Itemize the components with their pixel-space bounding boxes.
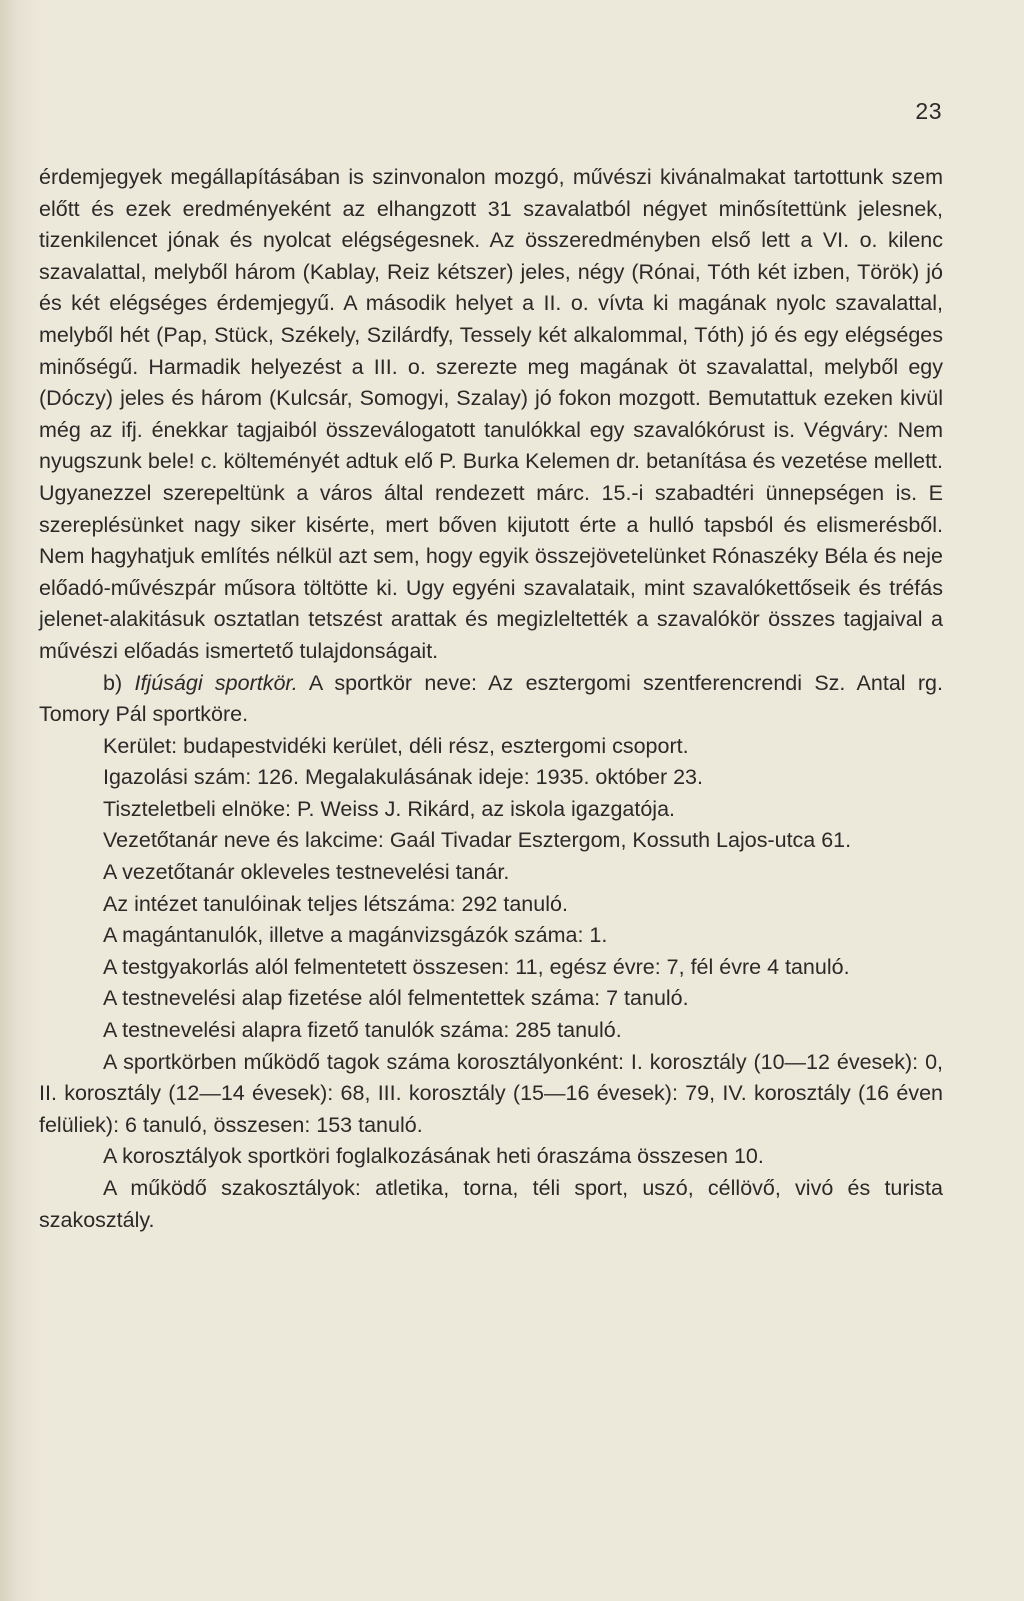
section-prefix: b)	[103, 670, 123, 695]
section-text: A sportkör neve: Az esztergomi szentferencrendi Sz. Antal rg. Tomory Pál sportköre.	[39, 670, 943, 727]
line-sections: A működő szakosztályok: atletika, torna, téli sport, uszó, céllövő, vivó és turista szakosztály.	[39, 1176, 943, 1232]
section-title: Ifjúsági sportkör.	[134, 670, 298, 695]
page-number: 23	[915, 98, 942, 124]
line-leader-teacher: Vezetőtanár neve és lakcime: Gaál Tivadar Esztergom, Kossuth Lajos-utca 61.	[103, 828, 852, 853]
line-fee-paying: A testnevelési alapra fizető tanulók száma: 285 tanuló.	[103, 1018, 622, 1043]
body-text	[39, 162, 943, 1236]
line-honorary-president: Tiszteletbeli elnöke: P. Weiss J. Rikárd, az iskola igazgatója.	[103, 796, 676, 821]
line-private-students: A magántanulók, illetve a magánvizsgázók száma: 1.	[103, 923, 608, 948]
line-total-students: Az intézet tanulóinak teljes létszáma: 292 tanuló.	[103, 891, 568, 916]
line-registration: Igazolási szám: 126. Megalakulásának ideje: 1935. október 23.	[103, 765, 703, 790]
line-weekly-hours: A korosztályok sportköri foglalkozásának heti óraszáma összesen 10.	[103, 1144, 764, 1169]
line-age-groups: A sportkörben működő tagok száma korosztályonként: I. korosztály (10—12 évesek): 0, II. korosztály (12—14 évesek): 68, III. korosztály (15—16 évesek): 79, IV. korosztály (16 éven felüliek): 6 tanuló, összesen: 153 tanuló.	[39, 1049, 943, 1137]
sport-club-heading	[39, 668, 943, 731]
line-fee-exempted: A testnevelési alap fizetése alól felmentettek száma: 7 tanuló.	[103, 986, 689, 1011]
line-exempted: A testgyakorlás alól felmentetett összesen: 11, egész évre: 7, fél évre 4 tanuló.	[103, 954, 850, 979]
paragraph-declamation: érdemjegyek megállapításában is szinvonalon mozgó, művészi kivánalmakat tartottunk szem előtt és ezek eredményeként az elhangzott 31 szavalatból négyet minősítettünk jelesnek, tizenkilencet jónak és nyolcat elégségesnek. Az összeredményben első lett a VI. o. kilenc szavalattal, melyből három (Kablay, Reiz kétszer) jeles, négy (Rónai, Tóth két izben, Török) jó és két elégséges érdemjegyű. A második helyet a II. o. vívta ki magának nyolc szavalattal, melyből hét (Pap, Stück, Székely, Szilárdfy, Tessely két alkalommal, Tóth) jó és egy elégséges minőségű. Harmadik helyezést a III. o. szerezte meg magának öt szavalattal, melyből egy (Dóczy) jeles és három (Kulcsár, Somogyi, Szalay) jó fokon mozgott. Bemutattuk ezeken kivül még az ifj. énekkar tagjaiból összeválogatott tanulókkal egy szavalókórust is. Végváry: Nem nyugszunk bele! c. költeményét adtuk elő P. Burka Kelemen dr. betanítása és vezetése mellett. Ugyanezzel szerepeltünk a város által rendezett márc. 15.-i szabadtéri ünnepségen is. E szereplésünket nagy siker kisérte, mert bőven kijutott érte a hulló tapsból és elismerésből. Nem hagyhatjuk említés nélkül azt sem, hogy egyik összejövetelünket Rónaszéky Béla és neje előadó-művészpár műsora töltötte ki. Ugy egyéni szavalataik, mint szavalókettőseik és tréfás jelenet-alakitásuk osztatlan tetszést arattak és megizleltették a szavalókör összes tagjaival a művészi előadás ismertető tulajdonságait.	[39, 165, 943, 663]
line-district: Kerület: budapestvidéki kerület, déli rész, esztergomi csoport.	[103, 733, 689, 758]
line-teacher-qualification: A vezetőtanár okleveles testnevelési tanár.	[103, 860, 510, 885]
